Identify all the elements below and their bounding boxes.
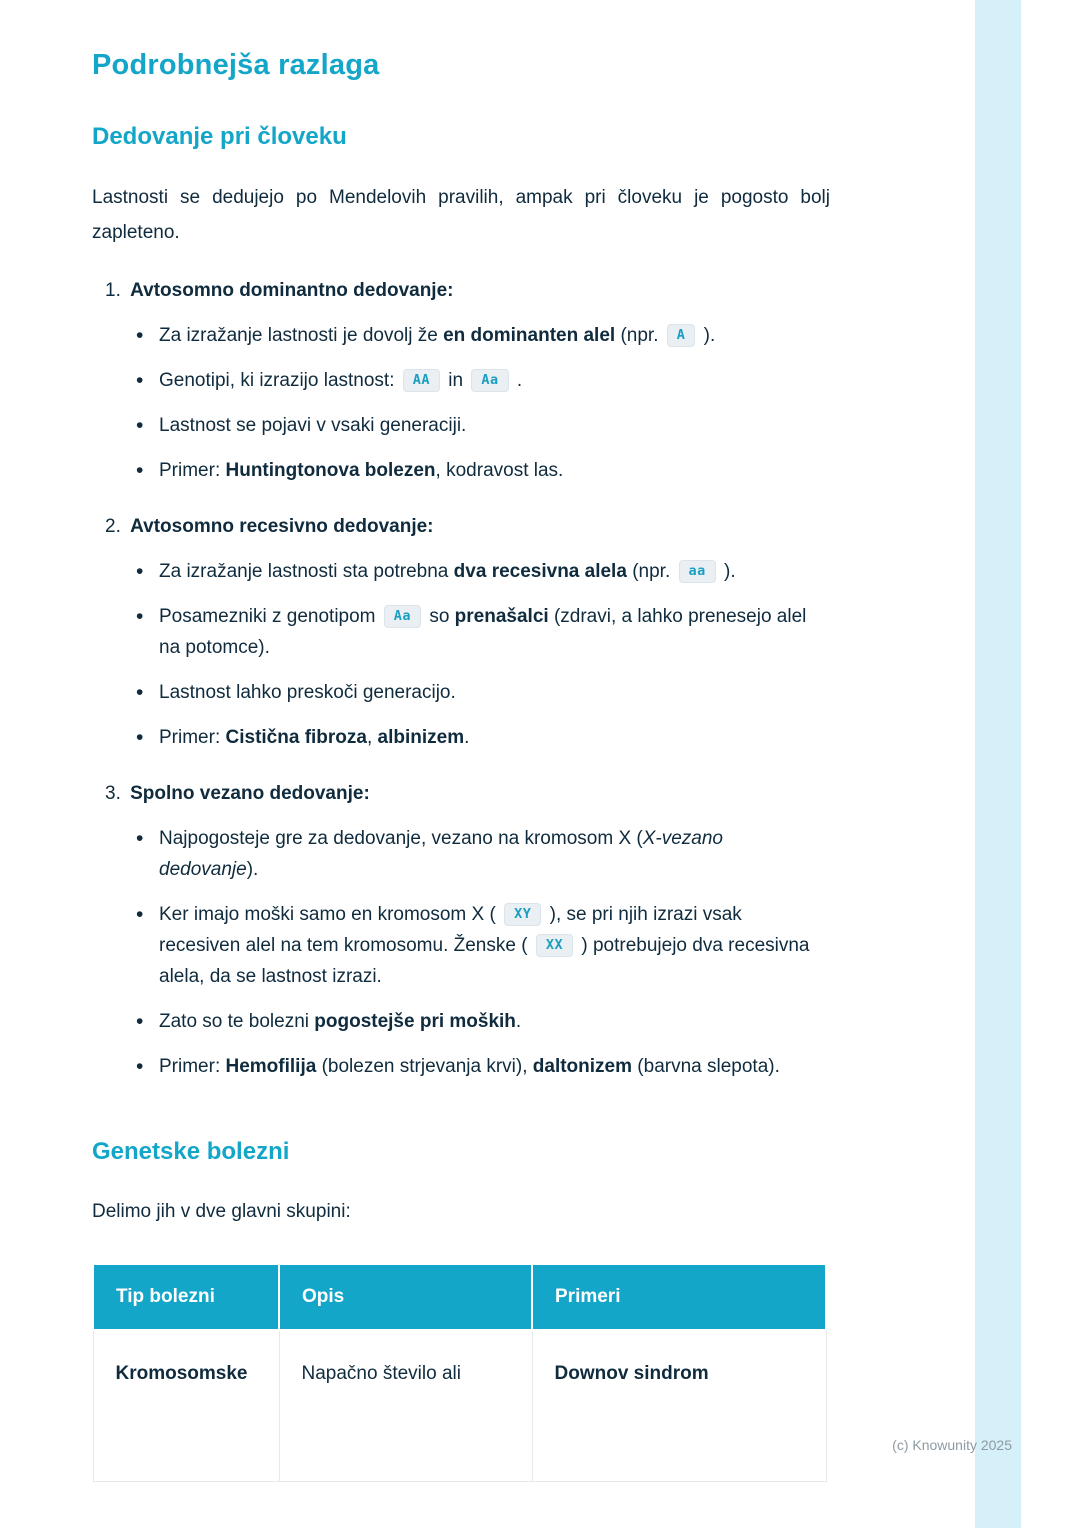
- bold-text: albinizem: [377, 726, 465, 748]
- bullet-item: [136, 1051, 811, 1082]
- genotype-chip: AA: [403, 369, 440, 393]
- bullet-list: [92, 823, 830, 1082]
- numbered-item-title: [105, 781, 830, 807]
- diseases-intro: Delimo jih v dve glavni skupini:: [92, 1201, 351, 1223]
- table-header-row: [93, 1264, 826, 1330]
- text-run: (zdravi, a lahko prenesejo alel na potomce).: [159, 605, 807, 658]
- bold-text: Hemofilija: [225, 1055, 317, 1077]
- bold-text: pogostejše pri moških: [314, 1010, 516, 1032]
- bold-text: daltonizem: [532, 1055, 633, 1077]
- text-run: .: [511, 369, 523, 391]
- bullet-item: [136, 601, 811, 663]
- item-title: Spolno vezano dedovanje:: [130, 782, 370, 804]
- inheritance-list: [92, 278, 830, 1082]
- text-run: ).: [698, 324, 716, 346]
- text-run: Primer:: [159, 726, 226, 748]
- table-cell: Napačno število ali: [279, 1330, 532, 1482]
- text-run: Za izražanje lastnosti je dovolj že: [159, 324, 444, 346]
- genotype-chip: XX: [536, 934, 573, 958]
- item-number: 1.: [105, 279, 127, 301]
- text-run: (npr.: [626, 560, 676, 582]
- genotype-chip: XY: [504, 903, 541, 927]
- bullet-item: [136, 410, 811, 441]
- bullet-item: [136, 899, 811, 992]
- text-run: ) potrebujejo dva recesivna alela, da se lastnost izrazi.: [159, 934, 810, 987]
- table-row: [93, 1330, 826, 1482]
- text-run: Primer:: [159, 459, 226, 481]
- italic-text: X-vezano dedovanje: [159, 827, 724, 880]
- text-run: Genotipi, ki izrazijo lastnost:: [159, 369, 400, 391]
- text-run: in: [443, 369, 469, 391]
- bullet-item: [136, 556, 811, 587]
- bullet-item: [136, 320, 811, 351]
- text-run: ), se pri njih izrazi vsak recesiven alel na tem kromosomu. Ženske (: [159, 903, 742, 956]
- item-title: Avtosomno dominantno dedovanje:: [130, 279, 454, 301]
- table-cell: Kromosomske: [93, 1330, 279, 1482]
- bullet-item: [136, 677, 811, 708]
- numbered-item-title: [105, 278, 830, 304]
- bullet-list: [92, 556, 830, 753]
- genotype-chip: A: [667, 324, 696, 348]
- text-run: (npr.: [615, 324, 664, 346]
- text-run: Zato so te bolezni: [159, 1010, 315, 1032]
- text-run: ,: [366, 726, 378, 748]
- item-number: 2.: [105, 515, 127, 537]
- text-run: .: [464, 726, 470, 748]
- text-run: Lastnost se pojavi v vsaki generaciji.: [159, 414, 467, 436]
- genotype-chip: aa: [679, 560, 716, 584]
- page-title: Podrobnejša razlaga: [92, 49, 380, 81]
- numbered-item-title: [105, 514, 830, 540]
- table-header-cell: Primeri: [532, 1264, 826, 1330]
- bullet-list: [92, 320, 830, 486]
- genotype-chip: Aa: [384, 605, 421, 629]
- bold-text: Cistična fibroza: [225, 726, 367, 748]
- diseases-table: [92, 1263, 827, 1482]
- bold-text: Huntingtonova bolezen: [225, 459, 436, 481]
- text-run: ).: [718, 560, 736, 582]
- item-title: Avtosomno recesivno dedovanje:: [130, 515, 434, 537]
- numbered-item: [92, 781, 830, 1082]
- bold-text: dva recesivna alela: [453, 560, 627, 582]
- copyright-footer: (c) Knowunity 2025: [892, 1437, 1012, 1453]
- text-run: , kodravost las.: [435, 459, 564, 481]
- numbered-item: [92, 514, 830, 753]
- table-header-cell: Opis: [279, 1264, 532, 1330]
- bullet-item: [136, 823, 811, 885]
- bullet-item: [136, 1006, 811, 1037]
- text-run: (bolezen strjevanja krvi),: [316, 1055, 533, 1077]
- side-stripe-decoration: [975, 0, 1021, 1528]
- text-run: Ker imajo moški samo en kromosom X (: [159, 903, 502, 925]
- bullet-item: [136, 722, 811, 753]
- genotype-chip: Aa: [471, 369, 508, 393]
- text-run: Najpogosteje gre za dedovanje, vezano na kromosom X (: [159, 827, 643, 849]
- table-header-cell: Tip bolezni: [93, 1264, 279, 1330]
- text-run: Posamezniki z genotipom: [159, 605, 381, 627]
- section-heading-dedovanje: Dedovanje pri človeku: [92, 122, 347, 150]
- item-number: 3.: [105, 782, 127, 804]
- text-run: Primer:: [159, 1055, 226, 1077]
- text-run: ).: [246, 858, 259, 880]
- text-run: so: [424, 605, 455, 627]
- section-heading-genetske-bolezni: Genetske bolezni: [92, 1137, 290, 1165]
- table-cell: Downov sindrom: [532, 1330, 826, 1482]
- bold-text: prenašalci: [454, 605, 549, 627]
- inheritance-intro: Lastnosti se dedujejo po Mendelovih pravilih, ampak pri človeku je pogosto bolj zapleteno.: [92, 186, 830, 243]
- text-run: Za izražanje lastnosti sta potrebna: [159, 560, 454, 582]
- bullet-item: [136, 455, 811, 486]
- text-run: .: [515, 1010, 522, 1032]
- bullet-item: [136, 365, 811, 396]
- text-run: Lastnost lahko preskoči generacijo.: [159, 681, 456, 703]
- numbered-item: [92, 278, 830, 486]
- bold-text: en dominanten alel: [443, 324, 616, 346]
- text-run: (barvna slepota).: [632, 1055, 780, 1077]
